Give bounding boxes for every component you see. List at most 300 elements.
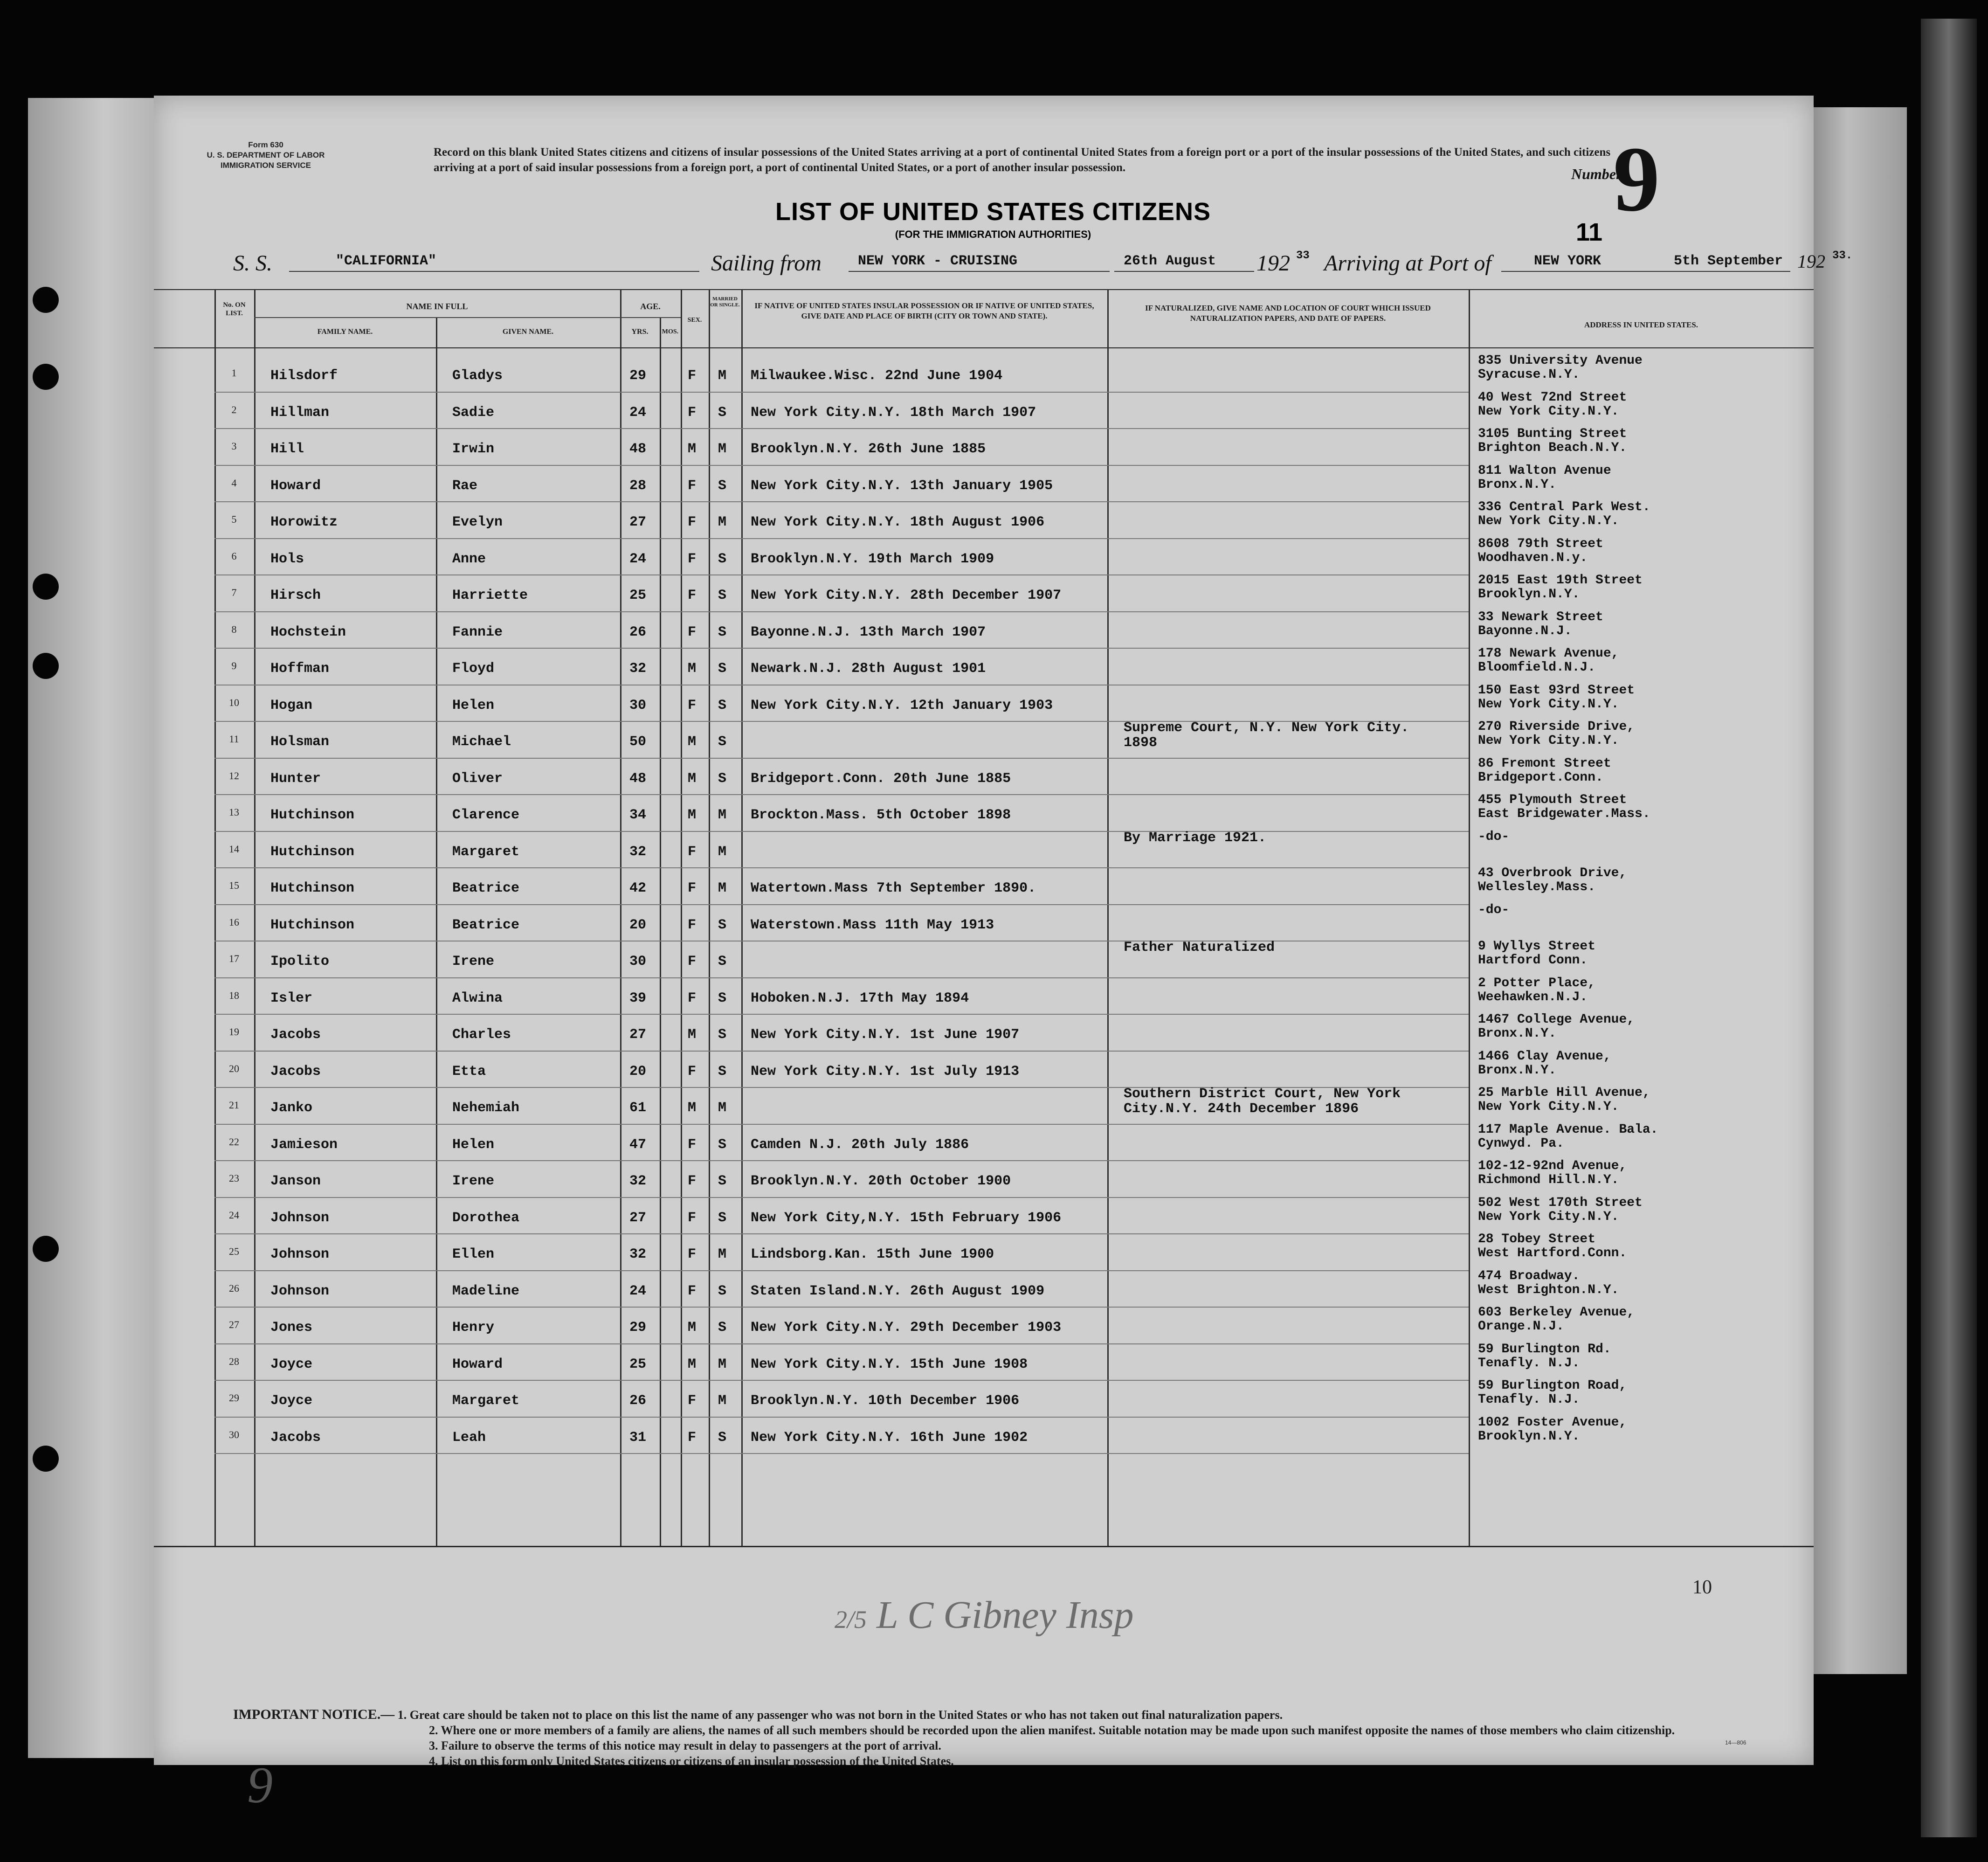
marital-status: S (718, 770, 727, 787)
family-name: Hunter (270, 770, 321, 787)
sex: M (688, 734, 697, 750)
address-line-2: Syracuse.N.Y. (1478, 367, 1580, 382)
row-number: 11 (229, 733, 239, 745)
birth-place-date: New York City.N.Y. 18th August 1906 (751, 514, 1045, 530)
family-name: Hutchinson (270, 917, 355, 933)
marital-status: S (718, 404, 727, 421)
col-line (254, 289, 255, 1546)
row-rule (214, 1417, 1469, 1418)
col-header-no: No. ON LIST. (223, 301, 246, 317)
handwritten-list-number: 11 (1576, 218, 1603, 246)
sex: F (688, 697, 697, 713)
year-prefix-1: 192 (1256, 251, 1290, 276)
row-number: 19 (229, 1026, 239, 1038)
row-rule (214, 794, 1469, 795)
marital-status: S (718, 954, 727, 969)
address-line-2: Brooklyn.N.Y. (1478, 1429, 1580, 1444)
age-years: 32 (629, 1173, 647, 1189)
department-name: U. S. DEPARTMENT OF LABOR (207, 151, 325, 159)
address-line-2: Cynwyd. Pa. (1478, 1136, 1564, 1151)
sex: F (688, 588, 697, 603)
sex: M (688, 441, 697, 457)
marital-status: M (718, 441, 727, 457)
arriving-port: NEW YORK (1534, 253, 1601, 269)
col-line (741, 289, 743, 1546)
given-name: Etta (452, 1063, 486, 1080)
address-line-2: New York City.N.Y. (1478, 1100, 1619, 1114)
address-line-2: New York City.N.Y. (1478, 697, 1619, 712)
family-name: Jacobs (270, 1429, 321, 1446)
age-years: 31 (629, 1429, 647, 1446)
marital-status: S (718, 1429, 727, 1446)
col-line (620, 289, 621, 1546)
age-years: 42 (629, 880, 647, 896)
manifest-page (154, 96, 1853, 1814)
row-rule (214, 977, 1469, 978)
birth-place-date: New York City.N.Y. 16th June 1902 (751, 1429, 1028, 1446)
birth-place-date: Brooklyn.N.Y. 26th June 1885 (751, 441, 986, 457)
given-name: Gladys (452, 368, 503, 384)
marital-status: M (718, 844, 727, 860)
row-rule (214, 611, 1469, 612)
given-name: Evelyn (452, 514, 503, 530)
row-rule (214, 904, 1469, 905)
row-number: 15 (229, 879, 239, 891)
marital-status: M (718, 1356, 727, 1372)
given-name: Beatrice (452, 917, 520, 933)
row-rule (214, 648, 1469, 649)
marital-status: S (718, 1063, 727, 1080)
address-line-1: 3105 Bunting Street (1478, 427, 1627, 441)
col-line (1107, 289, 1109, 1546)
page-title: LIST OF UNITED STATES CITIZENS (775, 198, 1211, 226)
family-name: Jacobs (270, 1027, 321, 1043)
age-years: 61 (629, 1100, 647, 1116)
address-line-1: 502 West 170th Street (1478, 1195, 1643, 1210)
address-line-2: West Brighton.N.Y. (1478, 1282, 1619, 1297)
given-name: Leah (452, 1429, 486, 1446)
marital-status: S (718, 1320, 727, 1336)
marital-status: S (718, 1210, 727, 1226)
sex: F (688, 954, 697, 969)
marital-status: S (718, 624, 727, 640)
binder-hole (33, 574, 59, 600)
family-name: Hilsdorf (270, 368, 338, 384)
service-name: IMMIGRATION SERVICE (221, 161, 311, 170)
row-number: 2 (231, 403, 237, 415)
row-rule (214, 1380, 1469, 1381)
birth-place-date: Camden N.J. 20th July 1886 (751, 1136, 969, 1153)
row-number: 25 (229, 1246, 239, 1257)
row-number: 26 (229, 1282, 239, 1294)
marital-status: S (718, 1283, 727, 1299)
sex: F (688, 368, 697, 384)
birth-place-date: New York City.N.Y. 13th January 1905 (751, 478, 1053, 494)
address-line-1: 33 Newark Street (1478, 609, 1603, 624)
table-top-border (154, 289, 1814, 290)
address-line-2: Tenafly. N.J. (1478, 1392, 1580, 1407)
naturalization-cont: 1898 (1124, 735, 1158, 751)
sex: F (688, 404, 697, 421)
age-years: 32 (629, 661, 647, 677)
birth-place-date: Bridgeport.Conn. 20th June 1885 (751, 770, 1011, 787)
address-line-1: 1467 College Avenue, (1478, 1012, 1635, 1027)
table-bottom-border (154, 1546, 1814, 1547)
col-line (709, 289, 710, 1546)
naturalization-cont: City.N.Y. 24th December 1896 (1124, 1101, 1359, 1117)
row-number: 9 (231, 660, 237, 671)
row-number: 4 (231, 477, 237, 489)
col-header-birth: IF NATIVE OF UNITED STATES INSULAR POSSESSION OR IF NATIVE OF UNITED STATES, GIVE DATE AND PLACE OF BIRTH (CITY OR TOWN AND STATE). (754, 301, 1094, 320)
notice-item-3: 3. Failure to observe the terms of this notice may result in delay to passengers at the port of arrival. (429, 1739, 941, 1752)
family-name: Howard (270, 478, 321, 494)
sailing-date: 26th August (1124, 253, 1216, 269)
family-name: Joyce (270, 1356, 313, 1372)
age-years: 27 (629, 1210, 647, 1226)
address-line-1: 28 Tobey Street (1478, 1232, 1596, 1246)
marital-status: M (718, 1393, 727, 1409)
address-line-1: 811 Walton Avenue (1478, 463, 1611, 478)
birth-place-date: Newark.N.J. 28th August 1901 (751, 661, 986, 677)
marital-status: S (718, 661, 727, 677)
family-name: Hirsch (270, 588, 321, 603)
row-number: 24 (229, 1209, 239, 1221)
passenger-count: 10 (1692, 1577, 1712, 1598)
age-years: 28 (629, 478, 647, 494)
row-rule (214, 1124, 1469, 1125)
sex: F (688, 1136, 697, 1153)
family-name: Hillman (270, 404, 330, 421)
family-name: Hols (270, 551, 304, 567)
year-prefix-2: 192 (1797, 251, 1825, 272)
family-name: Holsman (270, 734, 330, 750)
row-number: 18 (229, 989, 239, 1001)
address-line-1: 117 Maple Avenue. Bala. (1478, 1122, 1658, 1137)
marital-status: M (718, 807, 727, 823)
birth-place-date: New York City,N.Y. 15th February 1906 (751, 1210, 1062, 1226)
age-years: 48 (629, 770, 647, 787)
given-name: Harriette (452, 588, 528, 603)
family-name: Hutchinson (270, 844, 355, 860)
address-line-1: 102-12-92nd Avenue, (1478, 1159, 1627, 1173)
sex: F (688, 1246, 697, 1262)
row-rule (214, 1014, 1469, 1015)
binder-hole (33, 1236, 59, 1262)
given-name: Helen (452, 697, 495, 713)
birth-place-date: Brooklyn.N.Y. 10th December 1906 (751, 1393, 1020, 1409)
row-number: 13 (229, 806, 239, 818)
birth-place-date: New York City.N.Y. 12th January 1903 (751, 697, 1053, 713)
col-line (681, 289, 682, 1546)
row-rule (214, 1343, 1469, 1344)
ss-label: S. S. (233, 251, 272, 276)
age-years: 47 (629, 1136, 647, 1153)
col-header-naturalized: IF NATURALIZED, GIVE NAME AND LOCATION OF COURT WHICH ISSUED NATURALIZATION PAPERS, AND DATE OF PAPERS. (1145, 304, 1431, 323)
row-number: 7 (231, 587, 237, 598)
family-name: Hoffman (270, 661, 330, 677)
birth-place-date: New York City.N.Y. 28th December 1907 (751, 588, 1062, 603)
given-name: Rae (452, 478, 478, 494)
age-years: 32 (629, 1246, 647, 1262)
col-line (214, 289, 216, 1546)
family-name: Jamieson (270, 1136, 338, 1153)
binder-hole (33, 364, 59, 390)
given-name: Irwin (452, 441, 495, 457)
given-name: Helen (452, 1136, 495, 1153)
family-name: Isler (270, 990, 313, 1006)
sailing-from-label: Sailing from (711, 251, 821, 276)
given-name: Irene (452, 1173, 495, 1189)
address-line-2: Bronx.N.Y. (1478, 1063, 1557, 1078)
given-name: Oliver (452, 770, 503, 787)
birth-place-date: Waterstown.Mass 11th May 1913 (751, 917, 994, 933)
handwritten-page-number: 9 (247, 1757, 273, 1814)
sex: M (688, 1320, 697, 1336)
birth-place-date: Brooklyn.N.Y. 19th March 1909 (751, 551, 994, 567)
family-name: Jones (270, 1320, 313, 1336)
row-number: 5 (231, 513, 237, 525)
form-code: 14—806 (1725, 1739, 1746, 1746)
sex: F (688, 1429, 697, 1446)
address-line-1: -do- (1478, 902, 1510, 917)
row-rule (214, 501, 1469, 502)
given-name: Michael (452, 734, 511, 750)
family-name: Hutchinson (270, 807, 355, 823)
family-name: Ipolito (270, 954, 330, 969)
age-subheader-line (620, 317, 681, 318)
age-years: 27 (629, 1027, 647, 1043)
row-number: 23 (229, 1172, 239, 1184)
sex: M (688, 770, 697, 787)
sailing-from-port: NEW YORK - CRUISING (858, 253, 1018, 269)
sex: F (688, 478, 697, 494)
address-line-2: New York City.N.Y. (1478, 1209, 1619, 1224)
given-name: Floyd (452, 661, 495, 677)
address-line-1: 2 Potter Place, (1478, 976, 1596, 990)
marital-status: S (718, 1136, 727, 1153)
family-name: Janko (270, 1100, 313, 1116)
address-line-1: 8608 79th Street (1478, 536, 1603, 551)
row-number: 6 (231, 550, 237, 562)
given-name: Irene (452, 954, 495, 969)
address-line-1: 1002 Foster Avenue, (1478, 1415, 1627, 1430)
naturalization: Supreme Court, N.Y. New York City. (1124, 720, 1409, 736)
address-line-1: 40 West 72nd Street (1478, 390, 1627, 405)
age-years: 25 (629, 1356, 647, 1372)
age-years: 39 (629, 990, 647, 1006)
row-number: 14 (229, 843, 239, 855)
sex: F (688, 624, 697, 640)
marital-status: S (718, 588, 727, 603)
sheet-number: 9 (1613, 128, 1660, 231)
address-line-2: Hartford Conn. (1478, 953, 1588, 968)
age-years: 29 (629, 1320, 647, 1336)
address-line-1: 178 Newark Avenue, (1478, 646, 1619, 661)
address-line-1: 603 Berkeley Avenue, (1478, 1305, 1635, 1320)
birth-place-date: Brockton.Mass. 5th October 1898 (751, 807, 1011, 823)
col-header-given-name: GIVEN NAME. (502, 328, 554, 336)
row-number: 21 (229, 1099, 239, 1111)
naturalization: By Marriage 1921. (1124, 830, 1267, 846)
ship-name: "CALIFORNIA" (336, 253, 437, 269)
sex: M (688, 1027, 697, 1043)
age-years: 24 (629, 551, 647, 567)
sex: F (688, 880, 697, 896)
given-name: Nehemiah (452, 1100, 520, 1116)
row-rule (214, 1270, 1469, 1271)
address-line-2: East Bridgewater.Mass. (1478, 807, 1650, 821)
age-years: 26 (629, 624, 647, 640)
family-name: Johnson (270, 1246, 330, 1262)
given-name: Clarence (452, 807, 520, 823)
marital-status: S (718, 1173, 727, 1189)
col-header-family-name: FAMILY NAME. (317, 328, 373, 336)
col-header-age: AGE. (640, 302, 661, 311)
age-years: 24 (629, 1283, 647, 1299)
family-name: Hogan (270, 697, 313, 713)
address-line-2: Wellesley.Mass. (1478, 880, 1596, 894)
marital-status: S (718, 1027, 727, 1043)
col-line (1469, 289, 1470, 1546)
birth-place-date: New York City.N.Y. 1st July 1913 (751, 1063, 1020, 1080)
notice-item-2: 2. Where one or more members of a family are aliens, the names of all such members should be recorded upon the alien manifest. Suitable notation may be made upon such manifest opposite the names of those members who claim citizenship. (429, 1724, 1675, 1737)
record-instructions: Record on this blank United States citizens and citizens of insular possessions of the United States arriving at a port of continental United States from a foreign port or a port of the insular possessions of the United States, and such citizens arriving at a port of said insular possessions from a foreign port, a port of continental United States, or a port of another insular possession. (434, 146, 1611, 174)
marital-status: S (718, 697, 727, 713)
address-line-2: Orange.N.J. (1478, 1319, 1564, 1334)
address-line-1: 2015 East 19th Street (1478, 573, 1643, 588)
age-years: 32 (629, 844, 647, 860)
sex: M (688, 1100, 697, 1116)
marital-status: S (718, 990, 727, 1006)
col-header-married: MARRIED OR SINGLE. (710, 296, 740, 308)
sex: F (688, 1393, 697, 1409)
address-line-1: 25 Marble Hill Avenue, (1478, 1086, 1650, 1100)
sex: F (688, 514, 697, 530)
notice-title: IMPORTANT NOTICE.— (233, 1707, 395, 1722)
naturalization: Father Naturalized (1124, 940, 1275, 955)
row-number: 8 (231, 623, 237, 635)
birth-place-date: Brooklyn.N.Y. 20th October 1900 (751, 1173, 1011, 1189)
row-rule (214, 1233, 1469, 1234)
sex: F (688, 1173, 697, 1189)
inspector-signature (835, 1592, 1133, 1638)
row-rule (214, 465, 1469, 466)
row-rule (214, 538, 1469, 539)
col-header-name-in-full: NAME IN FULL (406, 302, 468, 311)
given-name: Charles (452, 1027, 511, 1043)
address-line-1: 59 Burlington Road, (1478, 1378, 1627, 1393)
given-name: Margaret (452, 1393, 520, 1409)
signature-prefix: 2/5 (835, 1606, 867, 1634)
row-number: 27 (229, 1319, 239, 1330)
sex: M (688, 807, 697, 823)
marital-status: S (718, 734, 727, 750)
arrival-date: 5th September (1674, 253, 1783, 269)
age-years: 25 (629, 588, 647, 603)
left-binding-margin (28, 98, 154, 1758)
birth-place-date: New York City.N.Y. 29th December 1903 (751, 1320, 1062, 1336)
family-name: Jacobs (270, 1063, 321, 1080)
adjacent-page-edge (1809, 107, 1907, 1674)
row-number: 12 (229, 769, 239, 782)
age-years: 30 (629, 954, 647, 969)
age-years: 50 (629, 734, 647, 750)
age-years: 26 (629, 1393, 647, 1409)
marital-status: S (718, 478, 727, 494)
naturalization: Southern District Court, New York (1124, 1086, 1401, 1102)
sex: F (688, 1063, 697, 1080)
row-number: 10 (229, 696, 239, 708)
given-name: Fannie (452, 624, 503, 640)
col-header-address: ADDRESS IN UNITED STATES. (1584, 320, 1698, 329)
row-number: 22 (229, 1135, 239, 1148)
address-line-2: New York City.N.Y. (1478, 404, 1619, 419)
sex: F (688, 990, 697, 1006)
address-line-1: 474 Broadway. (1478, 1268, 1580, 1283)
marital-status: S (718, 917, 727, 933)
address-line-2: New York City.N.Y. (1478, 514, 1619, 528)
age-years: 20 (629, 1063, 647, 1080)
family-name: Horowitz (270, 514, 338, 530)
signature-name: L C Gibney Insp (877, 1593, 1134, 1637)
row-rule (214, 831, 1469, 832)
address-line-2: Weehawken.N.J. (1478, 990, 1588, 1004)
row-rule (214, 392, 1469, 393)
birth-place-date: New York City.N.Y. 18th March 1907 (751, 404, 1036, 421)
marital-status: M (718, 368, 727, 384)
sex: F (688, 1210, 697, 1226)
address-line-2: Tenafly. N.J. (1478, 1356, 1580, 1371)
row-rule (214, 1307, 1469, 1308)
row-number: 28 (229, 1355, 239, 1367)
address-line-1: 9 Wyllys Street (1478, 939, 1596, 954)
row-number: 17 (229, 953, 239, 964)
address-line-1: 455 Plymouth Street (1478, 793, 1627, 807)
family-name: Hutchinson (270, 880, 355, 896)
row-number: 1 (231, 367, 237, 379)
sex: F (688, 551, 697, 567)
birth-place-date: Bayonne.N.J. 13th March 1907 (751, 624, 986, 640)
birth-place-date: New York City.N.Y. 15th June 1908 (751, 1356, 1028, 1372)
given-name: Beatrice (452, 880, 520, 896)
col-header-yrs: YRS. (631, 328, 649, 336)
family-name: Joyce (270, 1393, 313, 1409)
age-years: 29 (629, 368, 647, 384)
year-suffix-1: 33 (1296, 249, 1310, 262)
address-line-2: Bayonne.N.J. (1478, 623, 1572, 638)
family-name: Johnson (270, 1283, 330, 1299)
notice-item-1: 1. Great care should be taken not to place on this list the name of any passenger who was not born in the United States or who has not taken out final naturalization papers. (397, 1708, 1283, 1722)
col-header-sex: SEX. (687, 317, 702, 324)
family-name: Johnson (270, 1210, 330, 1226)
row-number: 3 (231, 440, 237, 452)
important-notice (233, 1707, 1772, 1769)
sex: F (688, 1283, 697, 1299)
row-rule (214, 758, 1469, 759)
binder-hole (33, 1446, 59, 1472)
row-number: 16 (229, 916, 239, 928)
age-years: 34 (629, 807, 647, 823)
sex: M (688, 661, 697, 677)
sex: F (688, 844, 697, 860)
given-name: Henry (452, 1320, 495, 1336)
given-name: Madeline (452, 1283, 520, 1299)
row-rule (214, 428, 1469, 429)
address-line-2: West Hartford.Conn. (1478, 1246, 1627, 1260)
family-name: Hochstein (270, 624, 346, 640)
address-line-2: New York City.N.Y. (1478, 734, 1619, 748)
birth-place-date: Staten Island.N.Y. 26th August 1909 (751, 1283, 1045, 1299)
